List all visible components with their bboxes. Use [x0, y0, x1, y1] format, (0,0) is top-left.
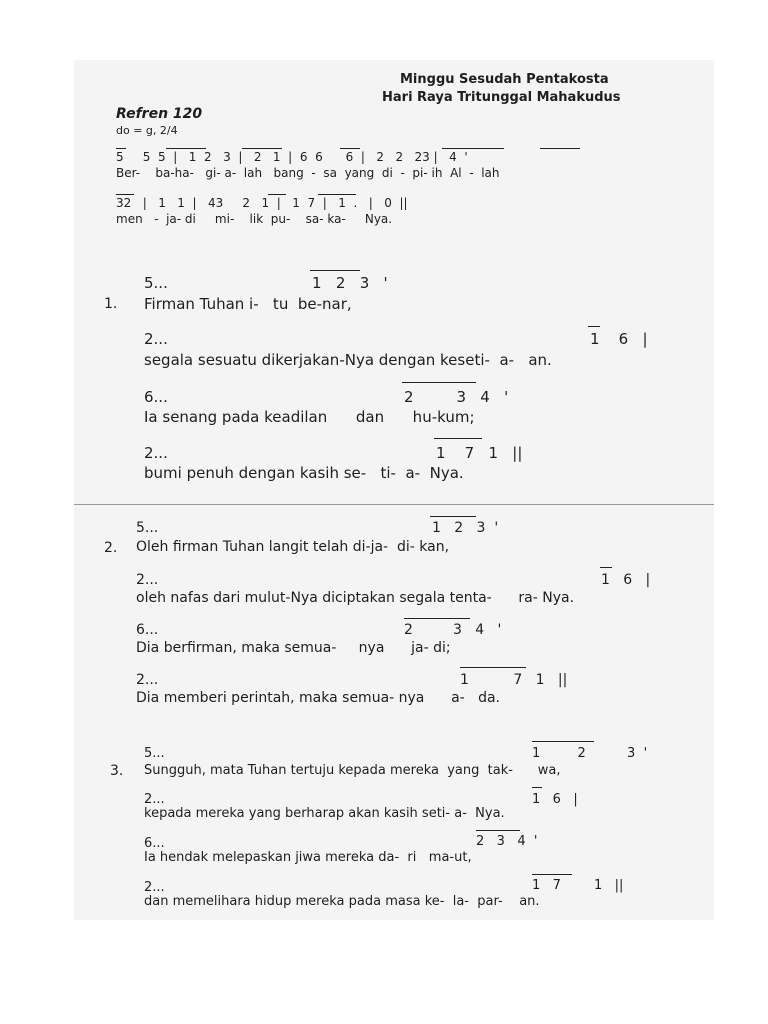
key-signature: do = g, 2/4: [116, 124, 178, 137]
verse2-line1-start: 5...: [136, 520, 159, 536]
verse2-line3-tail: 2 3 4 ': [404, 622, 502, 638]
verse2-line2-text: oleh nafas dari mulut-Nya diciptakan segala tenta- ra- Nya.: [136, 590, 575, 606]
verse3-line3-start: 6...: [144, 836, 165, 851]
verse3-line1-tail: 1 2 3 ': [532, 746, 648, 761]
refrain-notes-line1: 5 5 5 | 1 2 3 | 2 1 | 6 6 6 | 2 2 23 | 4 ': [116, 150, 468, 164]
verse2-line4-text: Dia memberi perintah, maka semua- nya a- da.: [136, 690, 500, 706]
verse2-line3-start: 6...: [136, 622, 159, 638]
verse3-line2-start: 2...: [144, 792, 165, 807]
verse1-line1-tail: 1 2 3 ': [312, 274, 388, 292]
verse2-line3-text: Dia berfirman, maka semua- nya ja- di;: [136, 640, 451, 656]
verse1-line1-text: Firman Tuhan i- tu be-nar,: [144, 295, 352, 313]
verse1-line3-tail: 2 3 4 ': [404, 388, 509, 406]
verse1-line3-start: 6...: [144, 388, 168, 406]
refrain-title: Refren 120: [116, 106, 203, 122]
verse2-line1-text: Oleh firman Tuhan langit telah di-ja- di- kan,: [136, 539, 450, 555]
verse2-line4-start: 2...: [136, 672, 159, 688]
verse3-line1-start: 5...: [144, 746, 165, 761]
verse1-number: 1.: [104, 296, 118, 312]
verse2-line4-tail: 1 7 1 ||: [460, 672, 568, 688]
refrain-lyrics-line1: Ber- ba-ha- gi- a- lah bang - sa yang di - pi- ih Al - lah: [116, 166, 500, 180]
verse3-line1-text: Sungguh, mata Tuhan tertuju kepada mereka yang tak- wa,: [144, 763, 561, 778]
verse1-line4-tail: 1 7 1 ||: [436, 444, 523, 462]
verse1-line3-text: Ia senang pada keadilan dan hu-kum;: [144, 408, 475, 426]
verse2-number: 2.: [104, 540, 118, 556]
verse3-line2-text: kepada mereka yang berharap akan kasih seti- a- Nya.: [144, 806, 505, 821]
verse2-line2-tail: 1 6 |: [601, 572, 651, 588]
verse1-line4-text: bumi penuh dengan kasih se- ti- a- Nya.: [144, 464, 464, 482]
refrain-notes-line2: 32 | 1 1 | 43 2 1 | 1 7 | 1 . | 0 ||: [116, 196, 408, 210]
verse1-line4-start: 2...: [144, 444, 168, 462]
refrain-lyrics-line2: men - ja- di mi- lik pu- sa- ka- Nya.: [116, 212, 393, 226]
verse3-line3-text: Ia hendak melepaskan jiwa mereka da- ri ma-ut,: [144, 850, 472, 865]
verse1-line2-text: segala sesuatu dikerjakan-Nya dengan keseti- a- an.: [144, 351, 552, 369]
verse3-line4-start: 2...: [144, 880, 165, 895]
verse3-line4-tail: 1 7 1 ||: [532, 878, 624, 893]
verse2-line1-tail: 1 2 3 ': [432, 520, 499, 536]
service-title: Minggu Sesudah Pentakosta: [400, 72, 609, 87]
feast-title: Hari Raya Tritunggal Mahakudus: [382, 90, 621, 105]
verse3-line2-tail: 1 6 |: [532, 792, 578, 807]
verse3-number: 3.: [110, 763, 124, 779]
verse1-line1-start: 5...: [144, 274, 168, 292]
verse3-line4-text: dan memelihara hidup mereka pada masa ke- la- par- an.: [144, 894, 540, 909]
section-divider: [74, 504, 714, 505]
verse1-line2-start: 2...: [144, 330, 168, 348]
verse1-line2-tail: 1 6 |: [590, 330, 648, 348]
verse3-line3-tail: 2 3 4 ': [476, 834, 538, 849]
score-page: [74, 60, 714, 920]
verse2-line2-start: 2...: [136, 572, 159, 588]
